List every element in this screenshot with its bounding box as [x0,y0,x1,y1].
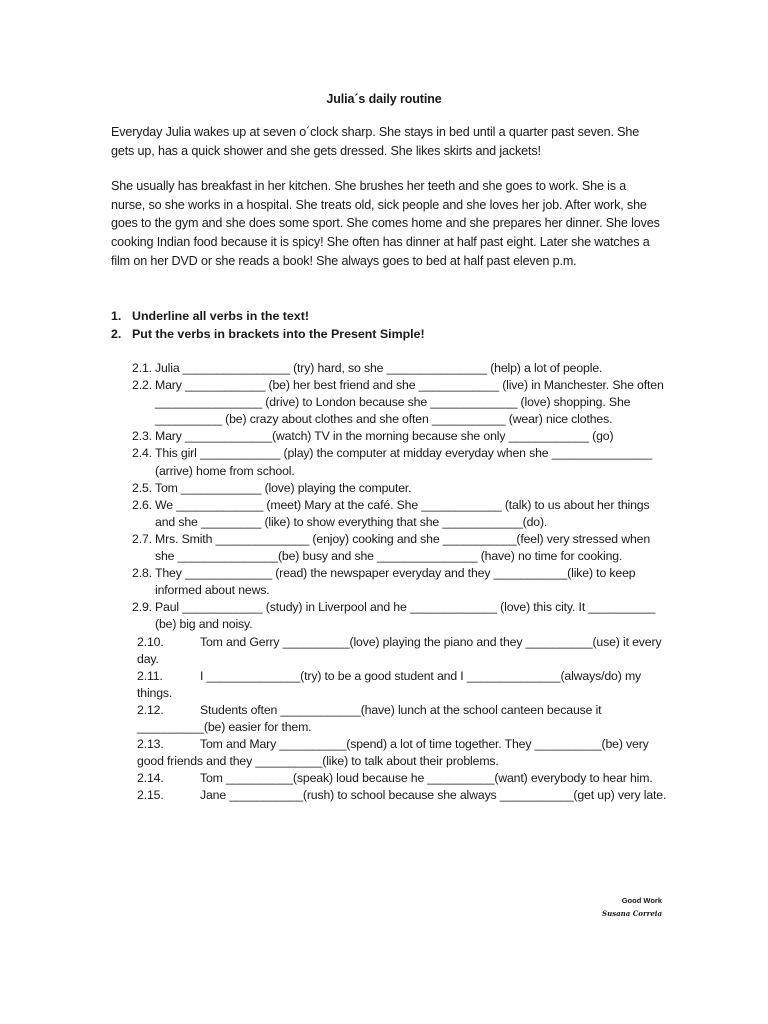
exercise-item [111,360,671,377]
exercise-text: Tom and Gerry __________(love) playing the piano and they __________(use) it every day. [137,634,662,666]
good-work-note: Good Work [621,896,662,905]
exercise-number: 2.8. [132,566,152,581]
exercise-item [111,428,671,445]
exercise-item [111,565,671,599]
exercise-number: 2.3. [132,429,152,444]
task-text: Put the verbs in brackets into the Present Simple! [132,326,425,341]
exercise-text: Tom and Mary __________(spend) a lot of time together. They __________(be) very good friends and they __________(like) to talk about their problems. [137,737,649,769]
author-signature: Susana Correia [602,909,662,918]
exercise-text: Tom ____________ (love) playing the computer. [155,480,412,495]
exercise-number: 2.10. [137,634,164,649]
exercise-item [111,480,671,497]
exercise-text: Tom __________(speak) loud because he __________(want) everybody to hear him. [200,771,653,786]
exercise-number: 2.14. [137,771,164,786]
exercise-text: Mrs. Smith ______________ (enjoy) cooking and she ___________(feel) very stressed when she _______________(be) busy and she _______________ (have) no time for cooking. [155,531,651,564]
task-item [111,308,671,326]
exercise-number: 2.1. [132,361,152,375]
exercise-number: 2.5. [132,480,152,495]
exercise-text: Mary ____________ (be) her best friend and she ____________ (live) in Manchester. She often ________________ (drive) to London because she _____________ (love) shopping. She __________ (be) crazy about clothes and she often ___________ (wear) nice clothes. [155,378,664,427]
exercise-number: 2.4. [132,446,152,461]
exercise-text: Students often ____________(have) lunch at the school canteen because it __________(be) easier for them. [137,702,602,734]
story-paragraph-2: She usually has breakfast in her kitchen. She brushes her teeth and she goes to work. She is a nurse, so she works in a hospital. She treats old, sick people and she loves her job. After work, she goes to the gym and she does some sport. She comes home and she prepares her dinner. She loves cooking Indian food because it is spicy! She often has dinner at half past eight. Later she watches a film on her DVD or she reads a book! She always goes to bed at half past eleven p.m. [111,179,660,268]
exercise-number: 2.11. [137,668,163,683]
exercise-item [111,736,671,770]
exercise-number: 2.12. [137,702,164,717]
task-number: 2. [111,326,122,341]
exercise-number: 2.6. [132,497,152,512]
task-text: Underline all verbs in the text! [132,309,309,323]
exercise-item [111,634,671,668]
exercise-text: This girl ____________ (play) the computer at midday everyday when she _______________ (arrive) home from school. [155,446,653,478]
exercise-item [111,445,671,479]
exercise-number: 2.2. [132,378,152,393]
exercise-text: Mary _____________(watch) TV in the morning because she only ____________ (go) [155,429,614,444]
exercise-item [111,497,671,531]
exercise-item [111,377,671,428]
exercise-number: 2.7. [132,531,152,546]
exercise-text: Paul ____________ (study) in Liverpool and he _____________ (love) this city. It __________ (be) big and noisy. [155,600,656,632]
story-paragraph-1: Everyday Julia wakes up at seven o´clock sharp. She stays in bed until a quarter past seven. She gets up, has a quick shower and she gets dressed. She likes skirts and jackets! [111,125,640,158]
exercise-text: We _____________ (meet) Mary at the café. She ____________ (talk) to us about her things and she _________ (like) to show everything that she ____________(do). [155,497,650,529]
task-list [111,308,671,343]
exercise-item [111,787,671,804]
exercise-item [111,531,671,565]
exercise-text: Julia ________________ (try) hard, so she _______________ (help) a lot of people. [155,361,603,375]
exercise-item [111,702,671,736]
exercise-text: They _____________ (read) the newspaper everyday and they ___________(like) to keep informed about news. [155,566,636,598]
exercise-text: Jane ___________(rush) to school because she always ___________(get up) very late. [200,788,667,803]
exercise-item [111,599,671,633]
exercise-list [111,360,671,804]
exercise-item [111,770,671,787]
exercise-number: 2.15. [137,788,164,803]
exercise-text: I ______________(try) to be a good student and I ______________(always/do) my things. [137,668,642,700]
task-number: 1. [111,309,122,323]
exercise-item [111,668,671,702]
task-item [111,326,671,344]
exercise-number: 2.9. [132,600,152,615]
exercise-number: 2.13. [137,737,164,752]
worksheet-title: Julia´s daily routine [326,92,442,106]
